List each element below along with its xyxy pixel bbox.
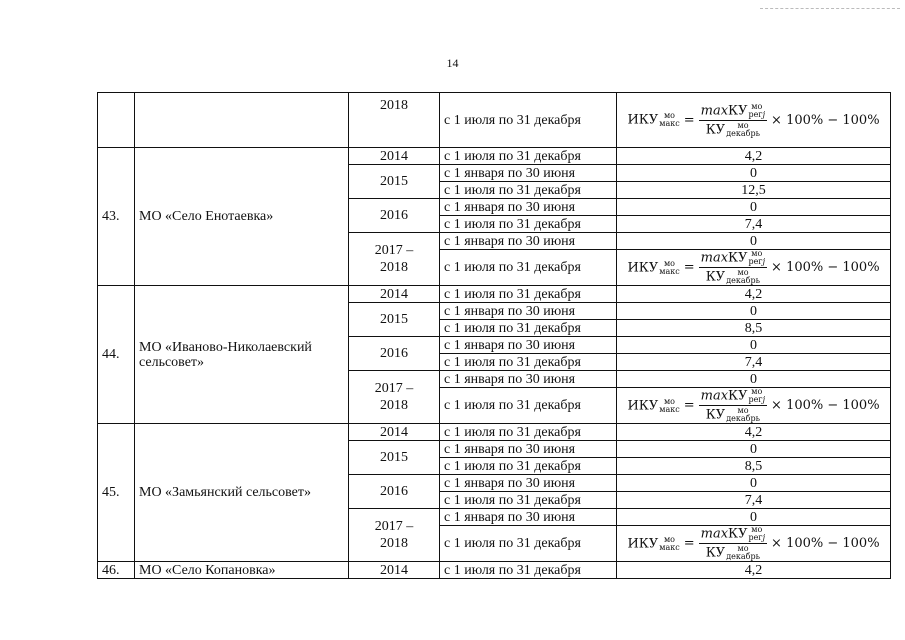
period-cell: с 1 января по 30 июня xyxy=(440,233,617,250)
period-cell: с 1 июля по 31 декабря xyxy=(440,424,617,441)
iku-formula xyxy=(627,388,879,423)
row-number: 44. xyxy=(98,286,135,424)
formula-tail: × 100% − 100% xyxy=(771,260,880,275)
value-cell: 4,2 xyxy=(617,562,891,579)
period-cell: с 1 января по 30 июня xyxy=(440,337,617,354)
municipality-name xyxy=(135,93,349,148)
period-cell: с 1 июля по 31 декабря xyxy=(440,250,617,286)
formula-fraction xyxy=(699,103,767,138)
value-cell: 4,2 xyxy=(617,148,891,165)
formula-cell xyxy=(617,250,891,286)
municipality-name: МО «Замьянский сельсовет» xyxy=(135,424,349,562)
formula-numerator: maxКУ мо регj xyxy=(700,525,766,542)
value-cell: 8,5 xyxy=(617,320,891,337)
iku-formula xyxy=(627,250,879,285)
period-cell: с 1 июля по 31 декабря xyxy=(440,354,617,371)
value-cell: 0 xyxy=(617,199,891,216)
formula-tail: × 100% − 100% xyxy=(771,112,880,128)
formula-denominator: КУ мо декабрь xyxy=(705,406,760,423)
formula-denominator: КУ мо декабрь xyxy=(705,268,760,285)
iku-formula xyxy=(627,526,879,561)
scan-edge-line xyxy=(760,8,900,10)
municipality-name: МО «Село Копановка» xyxy=(135,562,349,579)
row-number: 45. xyxy=(98,424,135,562)
period-cell: с 1 июля по 31 декабря xyxy=(440,182,617,199)
value-cell: 7,4 xyxy=(617,216,891,233)
formula-numerator: maxКУ мо регj xyxy=(700,387,766,404)
year-cell: 2017 – 2018 xyxy=(349,371,440,424)
table-row xyxy=(98,93,891,148)
formula-lhs: ИКУ мо макс xyxy=(627,258,680,276)
municipality-name: МО «Иваново-Николаевский сельсовет» xyxy=(135,286,349,424)
value-cell: 0 xyxy=(617,371,891,388)
period-cell: с 1 июля по 31 декабря xyxy=(440,388,617,424)
year-cell: 2015 xyxy=(349,303,440,337)
year-cell: 2014 xyxy=(349,148,440,165)
formula-numerator: maxКУ мо регj xyxy=(700,249,766,266)
year-cell: 2016 xyxy=(349,199,440,233)
formula-equals: = xyxy=(683,112,695,128)
period-cell: с 1 июля по 31 декабря xyxy=(440,93,617,148)
value-cell: 0 xyxy=(617,337,891,354)
row-number: 46. xyxy=(98,562,135,579)
value-cell: 0 xyxy=(617,233,891,250)
formula-numerator: maxКУ мо регj xyxy=(700,101,766,119)
value-cell: 8,5 xyxy=(617,458,891,475)
period-cell: с 1 января по 30 июня xyxy=(440,441,617,458)
year-cell: 2015 xyxy=(349,165,440,199)
formula-cell xyxy=(617,526,891,562)
formula-equals: = xyxy=(683,398,695,413)
period-cell: с 1 января по 30 июня xyxy=(440,475,617,492)
formula-equals: = xyxy=(683,260,695,275)
year-cell: 2015 xyxy=(349,441,440,475)
formula-lhs: ИКУ мо макс xyxy=(627,534,680,552)
period-cell: с 1 июля по 31 декабря xyxy=(440,148,617,165)
table-row xyxy=(98,148,891,165)
table-row xyxy=(98,562,891,579)
value-cell: 0 xyxy=(617,441,891,458)
period-cell: с 1 января по 30 июня xyxy=(440,165,617,182)
period-cell: с 1 июля по 31 декабря xyxy=(440,320,617,337)
year-cell: 2017 – 2018 xyxy=(349,233,440,286)
formula-tail: × 100% − 100% xyxy=(771,398,880,413)
formula-tail: × 100% − 100% xyxy=(771,536,880,551)
formula-fraction xyxy=(699,250,767,285)
value-cell: 0 xyxy=(617,165,891,182)
year-cell: 2017 – 2018 xyxy=(349,509,440,562)
value-cell: 4,2 xyxy=(617,286,891,303)
value-cell: 7,4 xyxy=(617,492,891,509)
period-cell: с 1 января по 30 июня xyxy=(440,303,617,320)
period-cell: с 1 января по 30 июня xyxy=(440,199,617,216)
year-cell: 2016 xyxy=(349,337,440,371)
value-cell: 0 xyxy=(617,303,891,320)
period-cell: с 1 июля по 31 декабря xyxy=(440,286,617,303)
period-cell: с 1 июля по 31 декабря xyxy=(440,458,617,475)
value-cell: 0 xyxy=(617,509,891,526)
row-number: 43. xyxy=(98,148,135,286)
value-cell: 4,2 xyxy=(617,424,891,441)
formula-denominator: КУ мо декабрь xyxy=(705,120,760,138)
table-row xyxy=(98,424,891,441)
formula-cell xyxy=(617,388,891,424)
formula-lhs: ИКУ мо макс xyxy=(627,396,680,414)
period-cell: с 1 июля по 31 декабря xyxy=(440,526,617,562)
year-cell: 2016 xyxy=(349,475,440,509)
row-number xyxy=(98,93,135,148)
table-row xyxy=(98,286,891,303)
year-cell: 2018 xyxy=(349,93,440,148)
period-cell: с 1 июля по 31 декабря xyxy=(440,492,617,509)
tariff-table xyxy=(97,92,891,579)
period-cell: с 1 июля по 31 декабря xyxy=(440,216,617,233)
formula-fraction xyxy=(699,388,767,423)
municipality-name: МО «Село Енотаевка» xyxy=(135,148,349,286)
period-cell: с 1 января по 30 июня xyxy=(440,371,617,388)
period-cell: с 1 января по 30 июня xyxy=(440,509,617,526)
page-number: 14 xyxy=(446,56,459,70)
formula-lhs: ИКУ мо макс xyxy=(627,111,680,128)
value-cell: 0 xyxy=(617,475,891,492)
year-cell: 2014 xyxy=(349,424,440,441)
value-cell: 12,5 xyxy=(617,182,891,199)
year-cell: 2014 xyxy=(349,286,440,303)
period-cell: с 1 июля по 31 декабря xyxy=(440,562,617,579)
iku-formula xyxy=(627,103,879,138)
formula-denominator: КУ мо декабрь xyxy=(705,544,760,561)
formula-equals: = xyxy=(683,536,695,551)
formula-fraction xyxy=(699,526,767,561)
year-cell: 2014 xyxy=(349,562,440,579)
formula-cell xyxy=(617,93,891,148)
value-cell: 7,4 xyxy=(617,354,891,371)
